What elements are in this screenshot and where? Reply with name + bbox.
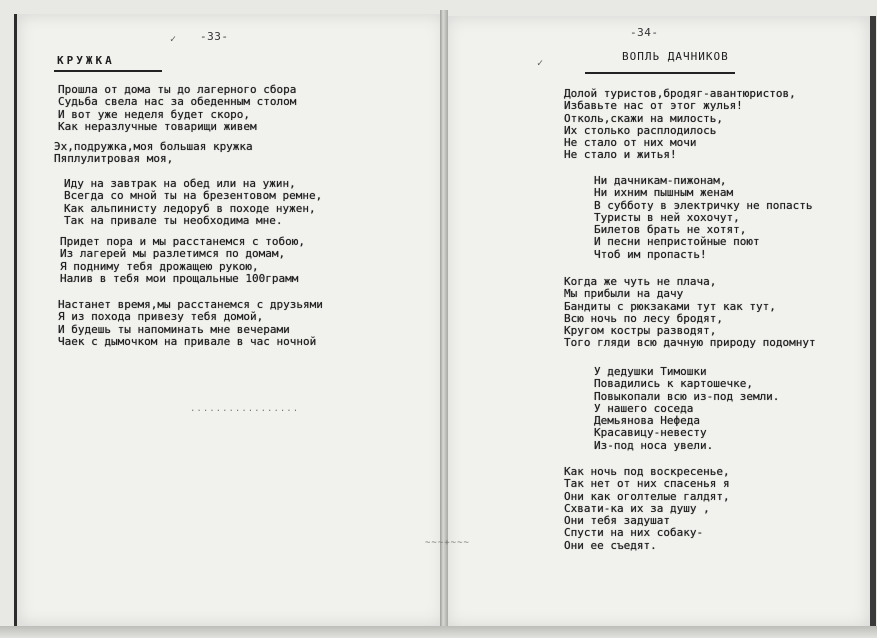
poem-line: Не стало от них мочи xyxy=(564,136,697,150)
poem-line: Ни ихним пышным женам xyxy=(594,186,734,200)
poem-line: Они тебя задушат xyxy=(564,514,670,528)
poem-line: Их столько расплодилось xyxy=(564,123,717,137)
poem-line: Билетов брать не хотят, xyxy=(594,223,747,237)
poem-line: У дедушки Тимошки xyxy=(594,365,707,378)
poem-line: Повыкопали всю из-под земли. xyxy=(594,389,780,403)
right-title-underline xyxy=(585,72,735,74)
poem-line: И песни непристойные поют xyxy=(594,235,760,249)
right-stanza-3 xyxy=(564,276,816,350)
pencil-mark: ✓ xyxy=(170,34,177,45)
left-page-title: КРУЖКА xyxy=(57,54,115,67)
poem-line: И будешь ты напоминать мне вечерами xyxy=(58,322,290,336)
left-stanza-4 xyxy=(60,236,305,285)
poem-line: Как альпинисту ледоруб в походе нужен, xyxy=(64,201,316,215)
poem-line: Того гляди всю дачную природу подомнут xyxy=(564,336,816,350)
poem-line: Они ее съедят. xyxy=(564,538,657,552)
poem-line: Избавьте нас от этог жулья! xyxy=(564,99,743,113)
poem-line: Всю ночь по лесу бродят, xyxy=(564,311,723,325)
poem-line: Прошла от дома ты до лагерного сбора xyxy=(58,83,297,96)
right-page-number: -34- xyxy=(630,26,659,39)
poem-line: Схвати-ка их за душу , xyxy=(564,501,710,515)
poem-line: Мы прибыли на дачу xyxy=(564,287,684,301)
poem-line: Настанет время,мы расстанемся с друзьями xyxy=(58,298,323,311)
poem-line: Всегда со мной ты на брезентовом ремне, xyxy=(64,189,323,203)
right-stanza-1 xyxy=(564,88,796,162)
poem-line: Бандиты с рюкзаками тут как тут, xyxy=(564,299,776,313)
poem-line: Так на привале ты необходима мне. xyxy=(64,213,283,227)
poem-line: Туристы в ней хохочут, xyxy=(594,210,740,224)
poem-line: Отколь,скажи на милость, xyxy=(564,111,723,125)
poem-line: Они как оголтелые галдят, xyxy=(564,489,730,503)
poem-line: Чаек с дымочком на привале в час ночной xyxy=(58,334,317,348)
poem-line: Из-под носа увели. xyxy=(594,438,714,452)
faded-ink-mark: ~~~+~~~ xyxy=(425,538,470,548)
page-edge xyxy=(0,626,877,638)
pencil-mark: ✓ xyxy=(537,58,544,69)
poem-line: В субботу в электричку не попасть xyxy=(594,198,813,212)
poem-line: Пяплулитровая моя, xyxy=(54,152,174,166)
poem-line: Ни дачникам-пижонам, xyxy=(594,174,727,187)
left-stanza-3 xyxy=(64,178,322,227)
poem-line: И вот уже неделя будет скоро, xyxy=(58,107,251,121)
poem-line: Судьба свела нас за обеденным столом xyxy=(58,95,297,109)
faded-ink-mark: ................. xyxy=(190,404,300,414)
poem-line: У нашего соседа xyxy=(594,401,694,415)
poem-line: Кругом костры разводят, xyxy=(564,324,717,338)
right-stanza-4 xyxy=(594,366,779,452)
poem-line: Долой туристов,бродяг-авантюристов, xyxy=(564,87,796,100)
right-page-title: ВОПЛЬ ДАЧНИКОВ xyxy=(622,50,729,63)
poem-line: Эх,подружка,моя большая кружка xyxy=(54,140,253,153)
poem-line: Как неразлучные товарищи живем xyxy=(58,119,257,133)
right-stanza-2 xyxy=(594,175,813,261)
poem-line: Демьянова Нефеда xyxy=(594,414,700,428)
poem-line: Спусти на них собаку- xyxy=(564,526,704,540)
poem-line: Так нет от них спасенья я xyxy=(564,477,730,491)
left-stanza-2 xyxy=(54,141,253,166)
poem-line: Как ночь под воскресенье, xyxy=(564,465,730,478)
poem-line: Не стало и житья! xyxy=(564,148,677,162)
poem-line: Повадились к картошечке, xyxy=(594,377,753,391)
left-stanza-5 xyxy=(58,299,323,348)
poem-line: Иду на завтрак на обед или на ужин, xyxy=(64,177,296,190)
poem-line: Чтоб им пропасть! xyxy=(594,247,707,261)
poem-line: Придет пора и мы расстанемся с тобою, xyxy=(60,235,306,248)
left-title-underline xyxy=(54,70,162,72)
poem-line: Красавицу-невесту xyxy=(594,426,707,440)
left-page-number: -33- xyxy=(200,30,229,43)
poem-line: Я из похода привезу тебя домой, xyxy=(58,310,264,324)
right-stanza-5 xyxy=(564,466,730,552)
poem-line: Когда же чуть не плача, xyxy=(564,275,717,288)
poem-line: Из лагерей мы разлетимся по домам, xyxy=(60,247,286,261)
left-stanza-1 xyxy=(58,84,296,133)
poem-line: Налив в тебя мои прощальные 100грамм xyxy=(60,271,299,285)
poem-line: Я подниму тебя дрожащею рукою, xyxy=(60,259,259,273)
